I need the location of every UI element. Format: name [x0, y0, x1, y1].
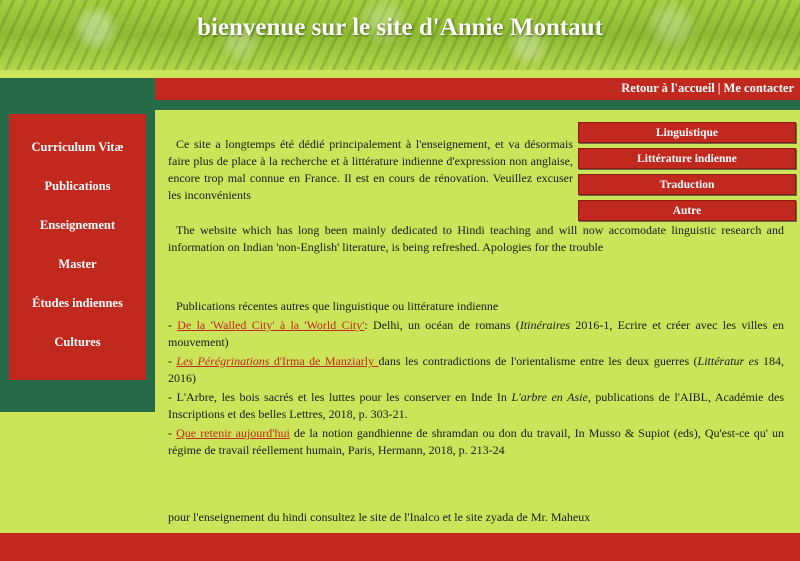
sidebar-item-cv[interactable]: Curriculum Vitæ — [31, 140, 124, 154]
sidebar-item-publications[interactable]: Publications — [44, 179, 111, 193]
site-title: bienvenue sur le site d'Annie Montaut — [197, 14, 603, 41]
list-item: - De la 'Walled City' à la 'World City': Delhi, un océan de romans (Itinéraires 2016-1, Ecrire et créer avec les villes en mouvement) — [168, 318, 785, 349]
menu-autre-button[interactable]: Autre — [578, 200, 796, 221]
sidebar-item-etudes-indiennes[interactable]: Études indiennes — [32, 296, 123, 310]
publication-link[interactable]: Que retenir aujourd'hui — [176, 426, 290, 440]
nav-underline — [155, 100, 800, 110]
nav-separator: | — [717, 81, 721, 95]
footer-note: pour l'enseignement du hindi consultez le site de l'Inalco et le site zyada de Mr. Maheux — [168, 510, 591, 524]
home-link[interactable]: Retour à l'accueil — [621, 81, 715, 95]
sidebar — [9, 114, 146, 380]
menu-traduction-button[interactable]: Traduction — [578, 174, 796, 195]
header-divider — [0, 70, 800, 78]
sidebar-item-enseignement[interactable]: Enseignement — [40, 218, 115, 232]
publications-title: Publications récentes autres que linguistique ou littérature indienne — [176, 299, 499, 313]
menu-litterature-button[interactable]: Littérature indienne — [578, 148, 796, 169]
list-item: - L'Arbre, les bois sacrés et les luttes pour les conserver en Inde In L'arbre en Asie, publications de l'AIBL, Académie des Inscriptions et des belles Lettres, 2018, p. 303-21. — [168, 390, 785, 421]
publications-section — [168, 298, 784, 459]
menu-linguistique-button[interactable]: Linguistique — [578, 122, 796, 143]
publication-link[interactable]: Les Pérégrinations d'Irma de Manziarly — [176, 354, 379, 368]
intro-english: The website which has long been mainly dedicated to Hindi teaching and will now accomodate linguistic research and information on Indian 'non-English' literature, is being refreshed. Apologies for the trouble — [168, 223, 784, 254]
contact-link[interactable]: Me contacter — [723, 81, 794, 95]
list-item: - Que retenir aujourd'hui de la notion gandhienne de shramdan ou don du travail, In Musso & Supiot (eds), Qu'est-ce qu' un régime de travail réellement humain, Paris, Hermann, 2018, p. 213-24 — [168, 426, 784, 457]
intro-french: Ce site a longtemps été dédié principalement à l'enseignement, et va désormais faire plus de place à la recherche et à littérature indienne d'expression non anglaise, encore trop mal connue en France. Il est en cours de rénovation. Veuillez excuser les inconvénients — [168, 137, 573, 202]
sidebar-item-cultures[interactable]: Cultures — [54, 335, 101, 349]
footer-bar — [0, 533, 800, 561]
header-banner — [0, 0, 800, 70]
main-content — [168, 136, 784, 459]
publication-link[interactable]: De la 'Walled City' à la 'World City' — [177, 318, 365, 332]
top-nav — [155, 78, 800, 100]
sidebar-item-master[interactable]: Master — [58, 257, 97, 271]
list-item: - Les Pérégrinations d'Irma de Manziarly dans les contradictions de l'orientalisme entre les deux guerres (Littératur es 184, 2016) — [168, 354, 785, 385]
